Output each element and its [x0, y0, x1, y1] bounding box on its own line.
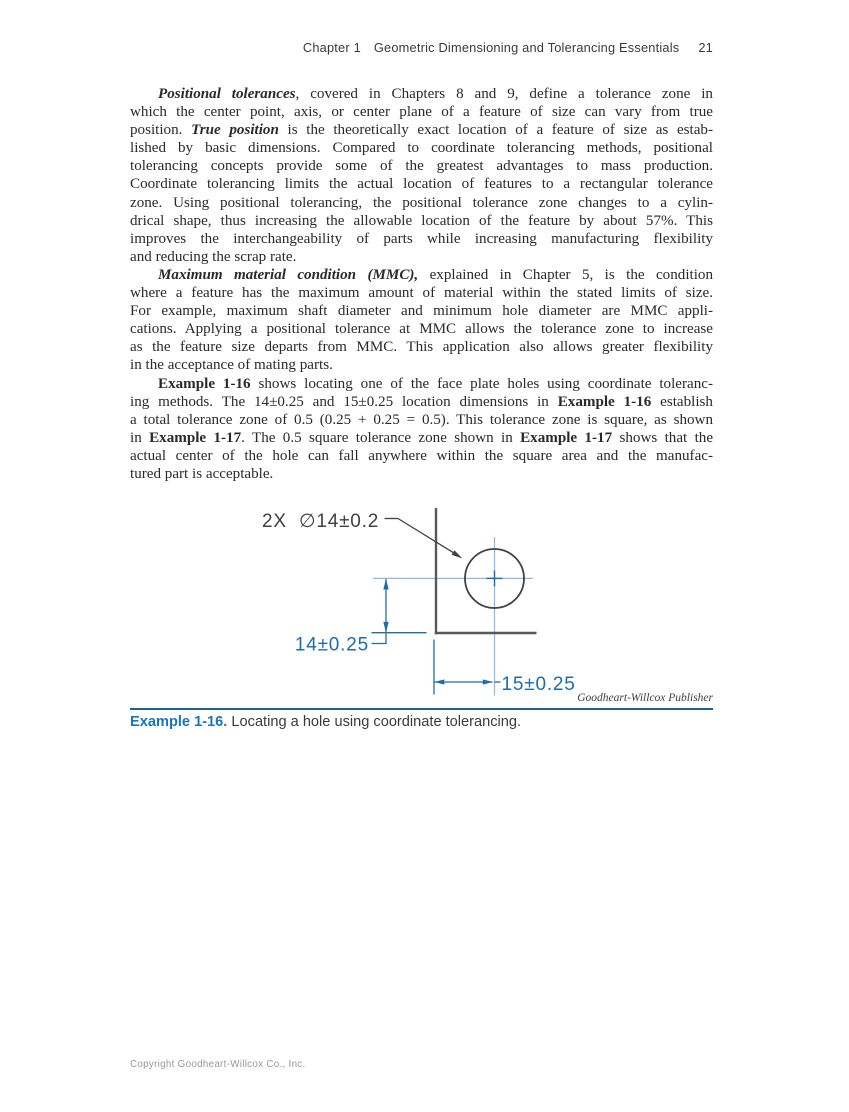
- text-line: ing methods. The 14±0.25 and 15±0.25 location dimensions in Example 1-16 establish: [130, 393, 713, 410]
- caption-rule: [130, 708, 713, 710]
- text-line: in the acceptance of mating parts.: [130, 357, 333, 374]
- dim15-arrow-left: [434, 679, 444, 684]
- technical-drawing: [230, 500, 720, 700]
- text-line: Maximum material condition (MMC), explained in Chapter 5, is the condition: [158, 266, 713, 283]
- callout-leader: [398, 519, 455, 554]
- text-line: which the center point, axis, or center plane of a feature of size can vary from true: [130, 104, 713, 121]
- dim15-arrow-right: [483, 679, 493, 684]
- text-line: Coordinate tolerancing limits the actual location of features to a rectangular tolerance: [130, 176, 713, 193]
- text-line: Example 1-16 shows locating one of the face plate holes using coordinate toleranc-: [158, 375, 713, 392]
- dim14-arrow-up: [383, 579, 388, 590]
- text-line: drical shape, thus increasing the allowable location of the feature by about 57%. This: [130, 212, 713, 229]
- running-head: [303, 40, 713, 55]
- text-line: actual center of the hole can fall anywhere within the square area and the manufac-: [130, 447, 713, 464]
- text-line: in Example 1-17. The 0.5 square tolerance zone shown in Example 1-17 shows that the: [130, 429, 714, 446]
- dim14-arrow-down: [383, 622, 388, 633]
- publisher-credit: Goodheart-Willcox Publisher: [577, 692, 713, 704]
- text-line: a total tolerance zone of 0.5 (0.25 + 0.25 = 0.5). This tolerance zone is square, as shown: [130, 411, 713, 428]
- hole-callout-label: 2X ∅14±0.2: [262, 511, 380, 532]
- text-line: tured part is acceptable.: [130, 465, 274, 482]
- figure-caption: [130, 714, 713, 730]
- dim15-label: 15±0.25: [501, 674, 576, 695]
- text-line: improves the interchangeability of parts while increasing manufacturing flexibility: [130, 230, 713, 247]
- text-line: as the feature size departs from MMC. This application also allows greater flexibility: [130, 339, 713, 356]
- body-text: [130, 85, 713, 483]
- text-line: cations. Applying a positional tolerance at MMC allows the tolerance zone to increase: [130, 321, 713, 338]
- chapter-label: Chapter 1: [302, 40, 361, 55]
- caption-text: Locating a hole using coordinate tolerancing.: [227, 714, 522, 730]
- text-line: position. True position is the theoretically exact location of a feature of size as estab-: [130, 122, 713, 139]
- dim14-label: 14±0.25: [294, 634, 369, 656]
- page-number: 21: [698, 40, 713, 55]
- text-line: where a feature has the maximum amount of material within the stated limits of size.: [130, 285, 713, 302]
- text-line: Positional tolerances, covered in Chapters 8 and 9, define a tolerance zone in: [158, 86, 713, 102]
- copyright-footer: Copyright Goodheart-Willcox Co., Inc.: [130, 1059, 306, 1070]
- chapter-title: Geometric Dimensioning and Tolerancing Essentials: [373, 40, 680, 55]
- caption-label: Example 1-16.: [130, 714, 228, 730]
- text-line: tolerancing concepts provide some of the greatest advantages to mass production.: [130, 158, 713, 175]
- dim14-leader: [372, 633, 387, 644]
- callout-arrowhead: [452, 550, 463, 558]
- text-line: lished by basic dimensions. Compared to coordinate tolerancing methods, positional: [130, 140, 713, 157]
- text-line: zone. Using positional tolerancing, the positional tolerance zone changes to a cylin-: [130, 194, 713, 211]
- text-line: and reducing the scrap rate.: [130, 248, 297, 265]
- text-line: For example, maximum shaft diameter and minimum hole diameter are MMC appli-: [130, 303, 713, 320]
